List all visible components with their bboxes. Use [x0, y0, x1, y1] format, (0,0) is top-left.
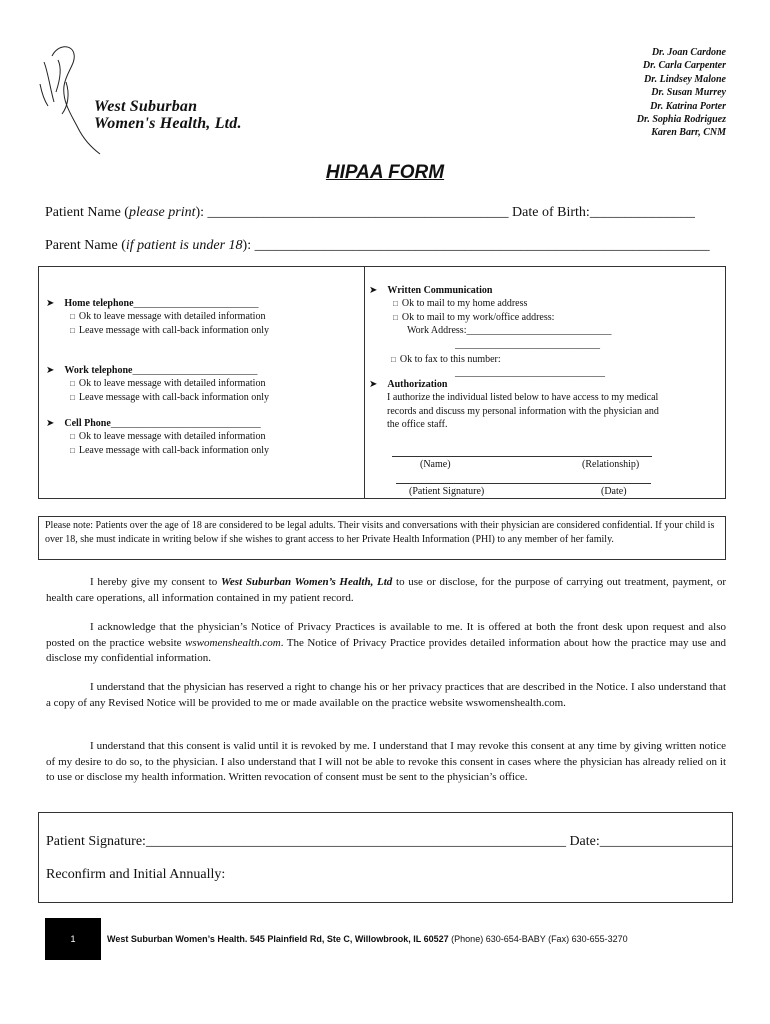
signature-box	[38, 812, 733, 903]
authorization-text: I authorize the individual listed below to have access to my medical records and discuss my personal information with the physician and the office staff.	[387, 392, 659, 431]
option-label: Leave message with call-back information only	[78, 391, 270, 403]
doctor-name: Dr. Lindsey Malone	[644, 73, 726, 85]
cell-option-1[interactable]	[46, 430, 361, 443]
cell-phone-label: Cell Phone	[64, 418, 111, 429]
patient-signature-label: (Patient Signature)	[409, 486, 485, 497]
parent-name-line[interactable]	[45, 238, 710, 254]
page-title: HIPAA FORM	[325, 162, 445, 183]
para2-pre: I acknowledge that the physician’s Notice of Privacy Practices is available to me. It is offered at both the front desk upon request and also posted on the practice website	[46, 621, 726, 649]
fax-option[interactable]	[369, 353, 721, 366]
practice-name: West Suburban Women’s Health, Ltd	[220, 576, 393, 588]
authorization-label: Authorization	[387, 379, 448, 390]
arrow-bullet-icon: ➤	[369, 285, 378, 296]
signature-label: Patient Signature:	[46, 834, 146, 849]
doctor-name: Dr. Joan Cardone	[651, 47, 726, 58]
home-option-2[interactable]	[46, 324, 361, 337]
parent-name-label-end: ):	[242, 238, 255, 253]
privacy-paragraph	[46, 680, 726, 711]
patient-name-hint: please print	[128, 205, 196, 220]
arrow-bullet-icon: ➤	[46, 298, 55, 309]
home-telephone-field[interactable]: _________________________	[133, 298, 259, 309]
arrow-bullet-icon: ➤	[46, 365, 55, 376]
work-address-line[interactable]	[369, 324, 721, 337]
checkbox-icon[interactable]: □	[393, 312, 398, 322]
option-label: Ok to leave message with detailed information	[78, 378, 266, 390]
logo-line1: West Suburban	[94, 98, 198, 115]
patient-name-field[interactable]: ___________________________________________	[207, 205, 509, 220]
box-divider	[364, 266, 365, 499]
home-telephone-section	[46, 297, 361, 337]
work-option-1[interactable]	[46, 377, 361, 390]
patient-name-line[interactable]	[45, 205, 695, 221]
checkbox-icon[interactable]: □	[70, 379, 75, 389]
doctor-name: Dr. Carla Carpenter	[642, 60, 726, 72]
date-label: (Date)	[601, 486, 627, 497]
option-label: Ok to mail to my home address	[401, 298, 528, 310]
authorization-section	[369, 378, 661, 432]
footer-address	[107, 934, 628, 944]
work-address-line-2[interactable]: _____________________________	[455, 338, 600, 350]
work-address-label: Work Address:	[407, 325, 467, 337]
name-relationship-line[interactable]	[392, 456, 652, 457]
doctor-list	[637, 46, 726, 140]
checkbox-icon[interactable]: □	[393, 299, 398, 309]
cell-phone-section	[46, 417, 361, 457]
work-telephone-field[interactable]: _________________________	[132, 365, 258, 376]
option-label: Ok to leave message with detailed information	[78, 311, 266, 323]
home-option-1[interactable]	[46, 310, 361, 323]
note-box: Please note: Patients over the age of 18 are considered to be legal adults. Their visits and conversations with their physician are considered confidential. If your child is over 18, she must indicate in writing below if she wishes to grant access to her Private Health Information (PHI) to any member of her family.	[38, 516, 726, 560]
para4-text: I understand that this consent is valid until it is revoked by me. I understand that I may revoke this consent at any time by giving written notice of my desire to do so, to the physician. I also understand that I will not be able to revoke this consent in cases where the physician has already relied on it to use or disclose my health information. Written revocation of consent must be sent to the physician’s office.	[46, 740, 726, 783]
checkbox-icon[interactable]: □	[70, 432, 75, 442]
footer-contact: (Phone) 630-654-BABY (Fax) 630-655-3270	[448, 934, 628, 944]
arrow-bullet-icon: ➤	[369, 379, 378, 390]
parent-name-label: Parent Name (	[45, 238, 126, 253]
name-label: (Name)	[420, 459, 451, 470]
cell-option-2[interactable]	[46, 444, 361, 457]
page-number: 1	[45, 918, 101, 960]
checkbox-icon[interactable]: □	[70, 312, 75, 322]
option-label: Ok to fax to this number:	[399, 354, 501, 366]
signature-date-label: Date:	[565, 834, 600, 849]
logo-text	[94, 98, 242, 132]
patient-name-label: Patient Name (	[45, 205, 129, 220]
mail-work-option[interactable]	[369, 311, 721, 324]
written-communication-section	[369, 284, 721, 380]
work-address-field[interactable]: _____________________________	[466, 325, 612, 337]
arrow-bullet-icon: ➤	[46, 418, 55, 429]
para2-post: . The Notice of Privacy Practice provides detailed information about how the practice may use and disclose my confidential information.	[46, 636, 726, 664]
checkbox-icon[interactable]: □	[70, 445, 75, 455]
fax-number-field[interactable]: ______________________________	[455, 367, 605, 379]
home-telephone-label: Home telephone	[64, 298, 134, 309]
logo-line2: Women's Health, Ltd.	[94, 115, 242, 132]
work-telephone-section	[46, 364, 361, 404]
consent-paragraph	[46, 575, 726, 606]
revocation-paragraph	[46, 739, 726, 786]
relationship-label: (Relationship)	[582, 459, 640, 470]
para1-post: to use or disclose, for the purpose of carrying out treatment, payment, or health care operations, all information contained in my patient record.	[46, 576, 726, 604]
reconfirm-label[interactable]: Reconfirm and Initial Annually:	[46, 867, 226, 882]
work-telephone-label: Work telephone	[64, 365, 133, 376]
parent-name-field[interactable]: _________________________________________________________________	[254, 238, 710, 253]
para1-pre: I hereby give my consent to	[90, 576, 221, 588]
option-label: Ok to leave message with detailed information	[78, 431, 266, 443]
signature-field[interactable]: ____________________________________________________________	[145, 834, 566, 849]
checkbox-icon[interactable]: □	[391, 355, 396, 365]
option-label: Leave message with call-back information only	[78, 324, 270, 336]
doctor-name: Dr. Katrina Porter	[650, 100, 726, 112]
signature-date-field[interactable]: ___________________	[599, 834, 733, 849]
doctor-name: Dr. Sophia Rodriguez	[636, 114, 726, 126]
dob-field[interactable]: _______________	[589, 205, 695, 220]
written-communication-label: Written Communication	[387, 285, 493, 296]
cell-phone-field[interactable]: ______________________________	[110, 418, 261, 429]
patient-signature-line[interactable]	[396, 483, 651, 484]
notice-paragraph	[46, 620, 726, 667]
doctor-name: Karen Barr, CNM	[651, 127, 726, 139]
option-label: Ok to mail to my work/office address:	[401, 311, 555, 323]
checkbox-icon[interactable]: □	[70, 325, 75, 335]
dob-label: Date of Birth:	[508, 205, 590, 220]
footer-address-bold: West Suburban Women’s Health. 545 Plainfield Rd, Ste C, Willowbrook, IL 60527	[107, 934, 449, 944]
mail-home-option[interactable]	[369, 297, 721, 310]
option-label: Leave message with call-back information only	[78, 444, 270, 456]
para3-text: I understand that the physician has reserved a right to change his or her privacy practices that are described in the Notice. I also understand that a copy of any Revised Notice will be provided to me or made available on the practice website wswomenshealth.com.	[46, 681, 726, 709]
signature-line[interactable]	[46, 834, 733, 850]
website-link[interactable]: wswomenshealth.com	[185, 636, 281, 649]
parent-name-hint: if patient is under 18	[125, 238, 243, 253]
work-option-2[interactable]	[46, 391, 361, 404]
doctor-name: Dr. Susan Murrey	[651, 87, 726, 99]
patient-name-label-end: ):	[195, 205, 208, 220]
checkbox-icon[interactable]: □	[70, 392, 75, 402]
